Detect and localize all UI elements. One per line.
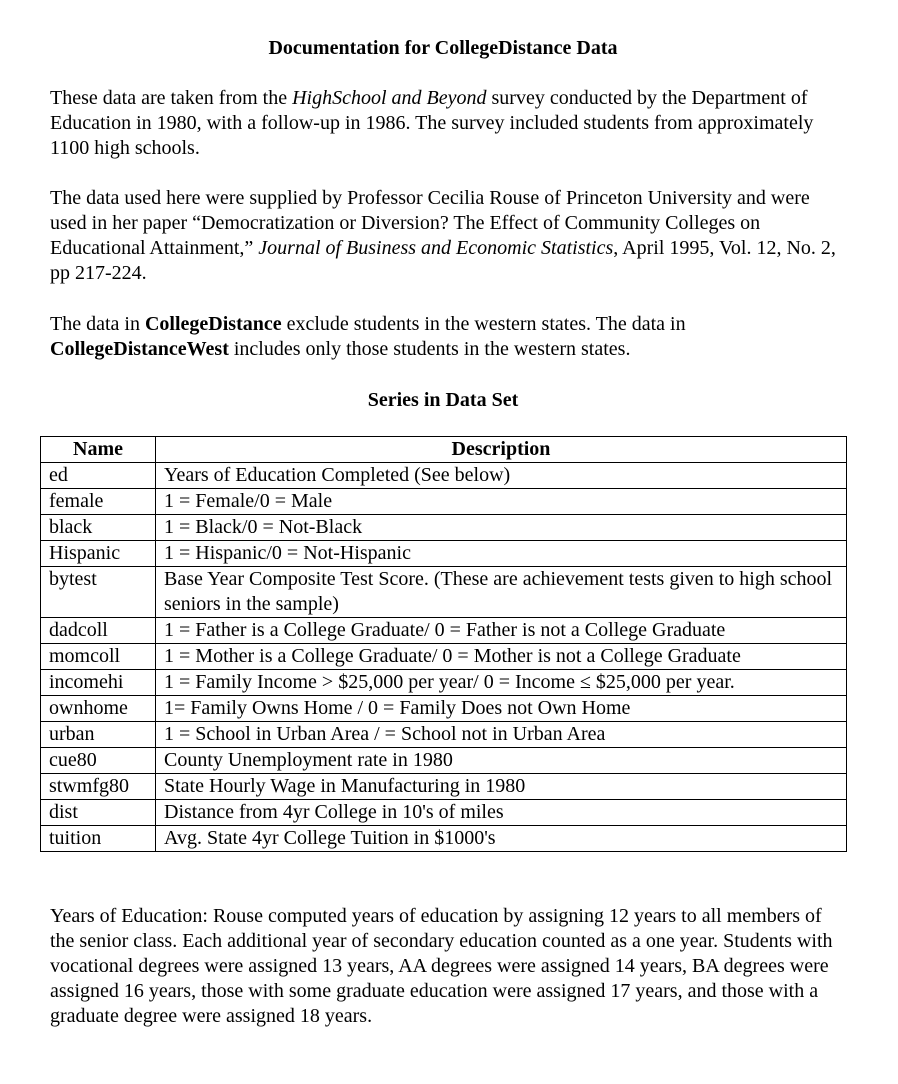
datasets-paragraph bbox=[50, 312, 850, 362]
column-header-description: Description bbox=[156, 437, 847, 463]
survey-name: HighSchool and Beyond bbox=[292, 87, 487, 109]
section-title: Series in Data Set bbox=[367, 389, 519, 411]
series-name: dadcoll bbox=[41, 618, 156, 644]
column-header-name: Name bbox=[41, 437, 156, 463]
intro-text-start: These data are taken from the bbox=[50, 87, 293, 109]
series-name: ed bbox=[41, 463, 156, 489]
table-row bbox=[41, 774, 847, 800]
series-description: 1 = Father is a College Graduate/ 0 = Father is not a College Graduate bbox=[156, 618, 847, 644]
series-name: momcoll bbox=[41, 644, 156, 670]
datasets-text-2: exclude students in the western states. The data in bbox=[281, 313, 686, 335]
dataset-name-2: CollegeDistanceWest bbox=[50, 338, 229, 360]
source-text-end: , April 1995, Vol. 12, No. 2, pp 217-224. bbox=[50, 237, 836, 284]
series-name: urban bbox=[41, 722, 156, 748]
series-name: ownhome bbox=[41, 696, 156, 722]
series-description: Base Year Composite Test Score. (These are achievement tests given to high school seniors in the sample) bbox=[156, 567, 847, 618]
series-name: stwmfg80 bbox=[41, 774, 156, 800]
education-note-paragraph: Years of Education: Rouse computed years of education by assigning 12 years to all members of the senior class. Each additional year of secondary education counted as a one year. Students with vocational degrees were assigned 13 years, AA degrees were assigned 14 years, BA degrees were assigned 16 years, those with some graduate education were assigned 17 years, and those with a graduate degree were assigned 18 years. bbox=[50, 905, 833, 1027]
table-row bbox=[41, 618, 847, 644]
intro-text-end: survey conducted by the Department of Education in 1980, with a follow-up in 1986. The survey included students from approximately 1100 high schools. bbox=[50, 87, 814, 159]
series-name: bytest bbox=[41, 567, 156, 618]
series-name: incomehi bbox=[41, 670, 156, 696]
series-description: State Hourly Wage in Manufacturing in 1980 bbox=[156, 774, 847, 800]
series-description: 1 = Family Income > $25,000 per year/ 0 = Income ≤ $25,000 per year. bbox=[156, 670, 847, 696]
series-description: 1 = Hispanic/0 = Not-Hispanic bbox=[156, 541, 847, 567]
datasets-text-1: The data in bbox=[50, 313, 145, 335]
table-row bbox=[41, 748, 847, 774]
series-description: Years of Education Completed (See below) bbox=[156, 463, 847, 489]
dataset-name-1: CollegeDistance bbox=[144, 313, 282, 335]
table-row bbox=[41, 800, 847, 826]
source-text-start: The data used here were supplied by Professor Cecilia Rouse of Princeton University and were used in her paper “Democratization or Diversion? The Effect of Community Colleges on Educational Attainment,” bbox=[50, 187, 810, 259]
series-name: black bbox=[41, 515, 156, 541]
series-name: Hispanic bbox=[41, 541, 156, 567]
table-row bbox=[41, 722, 847, 748]
series-name: tuition bbox=[41, 826, 156, 852]
series-description: Avg. State 4yr College Tuition in $1000's bbox=[156, 826, 847, 852]
datasets-text-3: includes only those students in the western states. bbox=[228, 338, 631, 360]
journal-name: Journal of Business and Economic Statistics bbox=[258, 237, 614, 259]
series-name: dist bbox=[41, 800, 156, 826]
table-row bbox=[41, 541, 847, 567]
series-table bbox=[40, 436, 847, 852]
document-title: Documentation for CollegeDistance Data bbox=[268, 37, 618, 59]
intro-paragraph bbox=[50, 86, 850, 161]
series-description: 1 = Mother is a College Graduate/ 0 = Mother is not a College Graduate bbox=[156, 644, 847, 670]
series-description: 1 = Female/0 = Male bbox=[156, 489, 847, 515]
series-description: County Unemployment rate in 1980 bbox=[156, 748, 847, 774]
series-description: 1 = Black/0 = Not-Black bbox=[156, 515, 847, 541]
table-header-row bbox=[41, 437, 847, 463]
table-row bbox=[41, 696, 847, 722]
table-row bbox=[41, 644, 847, 670]
table-row bbox=[41, 826, 847, 852]
series-name: female bbox=[41, 489, 156, 515]
table-row bbox=[41, 515, 847, 541]
series-description: 1= Family Owns Home / 0 = Family Does not Own Home bbox=[156, 696, 847, 722]
source-paragraph bbox=[50, 186, 850, 286]
table-row bbox=[41, 489, 847, 515]
series-name: cue80 bbox=[41, 748, 156, 774]
series-description: 1 = School in Urban Area / = School not in Urban Area bbox=[156, 722, 847, 748]
table-row bbox=[41, 567, 847, 618]
table-row bbox=[41, 463, 847, 489]
table-row bbox=[41, 670, 847, 696]
series-description: Distance from 4yr College in 10's of miles bbox=[156, 800, 847, 826]
